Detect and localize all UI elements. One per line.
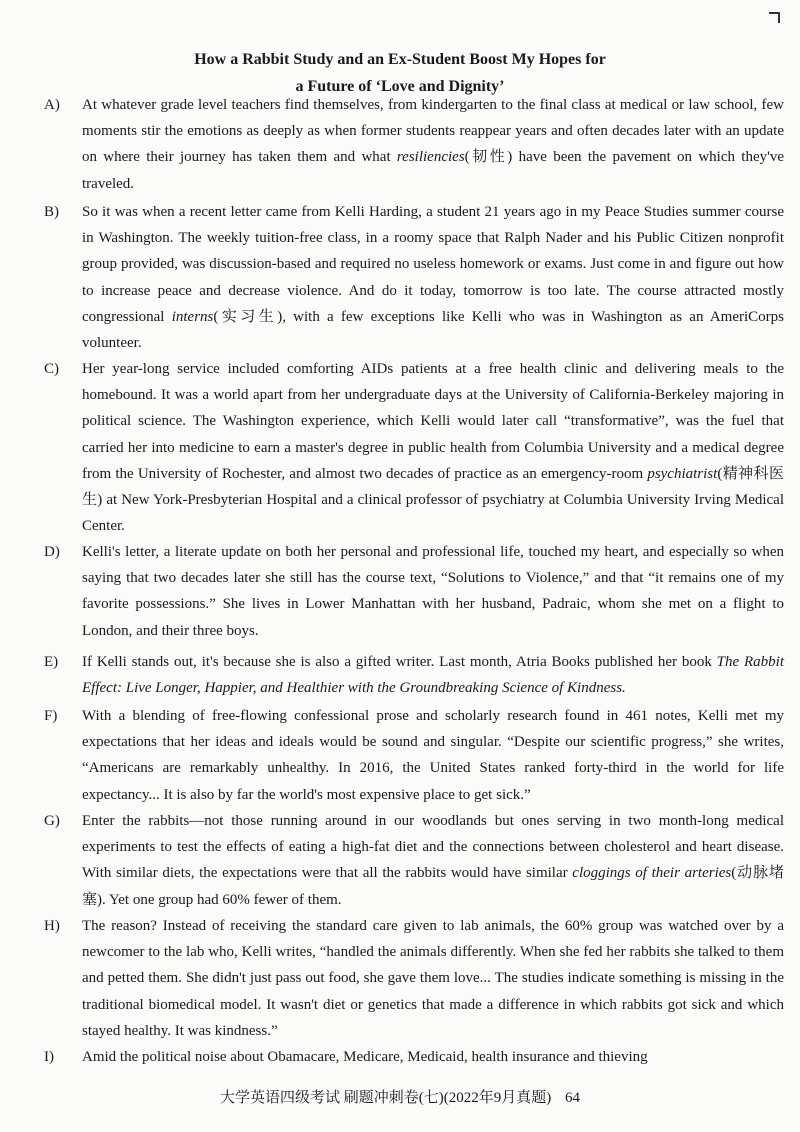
paragraph-b [44,199,784,356]
title-line-2: a Future of ‘Love and Dignity’ [295,78,505,95]
paragraph-e [44,649,784,701]
paragraph-text: Kelli's letter, a literate update on both her personal and professional life, touched my heart, and especially so when saying that two decades later she still has the course text, “Solutions to Violence,” and that “it remains one of my favorite possessions.” She lives in Lower Manhattan with her husband, Padraic, whom she met on a flight to London, and their three boys. [82,544,784,639]
chinese-gloss: (韧性) [464,149,513,166]
paragraph-text: , with a few exceptions like Kelli who was in Washington as an AmeriCorps volunteer. [82,308,784,352]
footer-source: 大学英语四级考试 刷题冲刺卷(七)(2022年9月真题) [220,1090,552,1106]
paragraph-label: F) [44,708,58,724]
paragraph-i [44,1044,784,1070]
chinese-gloss: (动脉堵塞) [82,865,784,908]
glossed-term: psychiatrist [647,465,718,482]
page-number: 64 [564,1090,580,1106]
paragraph-text: Enter the rabbits—not those running around in our woodlands but ones serving in two month-long medical experiments to test the effects of eating a high-fat diet and the connections between cholesterol and heart disease. With similar diets, the expectations were that all the rabbits would have similar [82,813,784,882]
paragraph-label: A) [44,97,60,113]
paragraph-g [44,808,784,913]
paragraph-a [44,92,784,197]
paragraph-d [44,539,784,644]
paragraph-text: Amid the political noise about Obamacare, Medicare, Medicaid, health insurance and thieving [82,1049,648,1065]
paragraph-text: So it was when a recent letter came from Kelli Harding, a student 21 years ago in my Peace Studies summer course in Washington. The weekly tuition-free class, in a roomy space that Ralph Nader and his Public Citizen nonprofit group provided, was discussion-based and required no useless homework or exams. Just come in and figure out how to increase peace and decrease violence. And do it today, tomorrow is too late. The course attracted mostly congressional [82,204,784,325]
paragraph-c [44,356,784,539]
paragraph-text: At whatever grade level teachers find themselves, from kindergarten to the final class at medical or law school, few moments stir the emotions as deeply as when former students reappear years and often decades later with an update on where their journey has taken them and what [82,97,784,166]
paragraph-text: The reason? Instead of receiving the standard care given to lab animals, the 60% group was watched over by a newcomer to the lab who, Kelli writes, “handled the animals differently. When she fed her rabbits she talked to them and petted them. She didn't just pass out food, she gave them love... The studies indicate something is missing in the traditional biomedical model. It wasn't diet or genetics that made a difference in which rabbits got sick and which stayed healthy. It was kindness.” [82,918,784,1039]
paragraph-label: E) [44,654,59,670]
page-footer [0,1086,800,1107]
paragraph-text: have been the pavement on which they've traveled. [82,149,784,192]
glossed-term: interns [171,308,214,325]
paragraph-label: B) [44,204,59,220]
paragraph-text: at New York-Presbyterian Hospital and a clinical professor of psychiatry at Columbia University Irving Medical Center. [82,492,785,535]
paragraph-label: C) [44,361,59,377]
paragraph-h [44,913,784,1044]
paragraph-label: H) [44,918,60,934]
paragraph-text: With a blending of free-flowing confessional prose and scholarly research found in 461 notes, Kelli met my expectations that her ideas and ideals would be sound and singular. “Despite our scientific progress,” she writes, “Americans are remarkably unhealthy. In 2016, the United States ranked forty-third in the world for life expectancy... It is also by far the world's most expensive place to get sick.” [82,708,784,803]
page-corner-mark [769,12,780,23]
paragraph-text: If Kelli stands out, it's because she is also a gifted writer. Last month, Atria Books published her book [82,654,717,670]
paragraph-text: . Yet one group had 60% fewer of them. [102,891,342,908]
paragraph-label: I) [44,1049,54,1065]
paragraph-text: Her year-long service included comforting AIDs patients at a free health clinic and delivering meals to the homebound. It was a world apart from her undergraduate days at the University of California-Berkeley majoring in political science. The Washington experience, which Kelli would later call “transformative”, was the fuel that carried her into medicine to earn a master's degree in public health from Columbia University and a medical degree from the University of Rochester, and almost two decades of practice as an emergency-room [82,361,784,482]
book-title: The Rabbit Effect: Live Longer, Happier, and Healthier with the Groundbreaking Science of Kindness. [82,654,784,697]
glossed-term: cloggings of their arteries [572,865,732,882]
paragraph-label: G) [44,813,60,829]
chinese-gloss: (精神科医生) [82,465,785,509]
paragraph-f [44,703,784,808]
glossed-term: resiliencies [396,149,465,166]
title-line-1: How a Rabbit Study and an Ex-Student Boost My Hopes for [194,51,606,68]
paragraph-label: D) [44,544,60,560]
chinese-gloss: (实习生) [213,308,283,325]
